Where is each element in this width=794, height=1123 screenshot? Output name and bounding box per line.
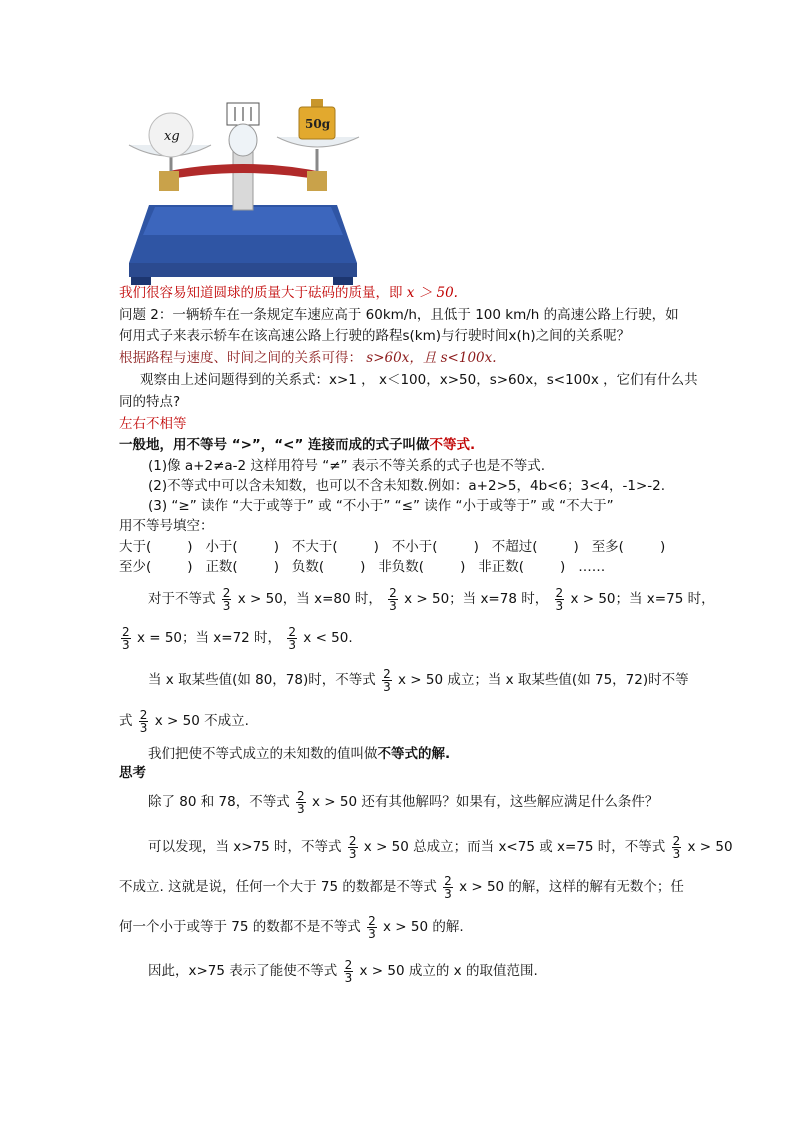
fraction: $\frac{2}{3}$ (672, 833, 681, 861)
think-line-4: 何一个小于或等于 75 的数都不是不等式 $\frac{2}{3}$ x > 50 的解. (119, 913, 464, 941)
example-line-2: $\frac{2}{3}$ x = 50；当 x=72 时， $\frac{2}{3}$ x < 50. (122, 624, 353, 652)
fraction: $\frac{2}{3}$ (122, 624, 130, 652)
line-1: 我们很容易知道圆球的质量大于砝码的质量，即 x ＞ 50. (119, 285, 458, 301)
fraction: $\frac{2}{3}$ (389, 585, 397, 613)
weight-handle (311, 99, 323, 107)
fill-row-1: 大于( ) 小于( ) 不大于( ) 不小于( ) 不超过( ) 至多( ) (119, 539, 666, 555)
definition-line: 一般地，用不等号 “>”，“<” 连接而成的式子叫做不等式. (119, 437, 476, 453)
fraction: $\frac{2}{3}$ (222, 585, 231, 613)
scale-base-highlight (143, 207, 343, 235)
fraction: $\frac{2}{3}$ (368, 913, 376, 941)
example-line-3: 当 x 取某些值(如 80，78)时，不等式 $\frac{2}{3}$ x > 50 成立；当 x 取某些值(如 75，72)时不等 (148, 666, 689, 694)
fraction: $\frac{2}{3}$ (555, 585, 564, 613)
fraction: $\frac{2}{3}$ (348, 833, 357, 861)
scale-glass-dome (229, 124, 257, 156)
balance-scale-figure (119, 95, 367, 285)
scale-base-bottom (129, 263, 357, 277)
fill-row-2: 至少( ) 正数( ) 负数( ) 非负数( ) 非正数( ) …… (119, 559, 606, 575)
conclusion-line: 因此，x>75 表示了能使不等式 $\frac{2}{3}$ x > 50 成立的 x 的取值范围. (148, 957, 538, 985)
note-2: (2)不等式中可以含未知数，也可以不含未知数.例如：a+2>5，4b<6；3<4，-1>-2. (148, 478, 666, 494)
think-line-2: 可以发现，当 x>75 时，不等式 $\frac{2}{3}$ x > 50 总成立；而当 x<75 或 x=75 时，不等式 $\frac{2}{3}$ x > 50 (148, 833, 733, 861)
fraction: $\frac{2}{3}$ (297, 788, 305, 816)
line-2: 问题 2：一辆轿车在一条规定车速应高于 60km/h，且低于 100 km/h 的高速公路上行驶，如 (119, 307, 679, 323)
scale-pillar (233, 150, 253, 210)
line-7: 左右不相等 (119, 416, 187, 432)
solution-definition: 我们把使不等式成立的未知数的值叫做不等式的解. (148, 746, 451, 762)
example-line-4: 式 $\frac{2}{3}$ x > 50 不成立. (119, 707, 249, 735)
line-3: 何用式子来表示轿车在该高速公路上行驶的路程s(km)与行驶时间x(h)之间的关系呢？ (119, 328, 631, 344)
fraction: $\frac{2}{3}$ (444, 873, 452, 901)
fraction: $\frac{2}{3}$ (288, 624, 296, 652)
line-6: 同的特点? (119, 394, 181, 410)
line-4: 根据路程与速度、时间之间的关系可得： s>60x，且 s<100x. (119, 350, 497, 366)
fraction: $\frac{2}{3}$ (139, 707, 148, 735)
fraction: $\frac{2}{3}$ (344, 957, 353, 985)
line-5: 观察由上述问题得到的关系式：x>1 ， x＜100，x>50，s>60x，s<100x ，它们有什么共 (140, 372, 698, 388)
weight-label: 50g (305, 117, 331, 131)
note-1: (1)像 a+2≠a-2 这样用符号 “≠” 表示不等关系的式子也是不等式. (148, 458, 546, 474)
think-heading: 思考 (119, 765, 146, 781)
think-line-1: 除了 80 和 78，不等式 $\frac{2}{3}$ x > 50 还有其他解吗？如果有，这些解应满足什么条件？ (148, 788, 659, 816)
example-line-1: 对于不等式 $\frac{2}{3}$ x > 50，当 x=80 时， $\frac{2}{3}$ x > 50；当 x=78 时， $\frac{2}{3}$ x > 50；当 x=75 时， (148, 585, 715, 613)
fraction: $\frac{2}{3}$ (383, 666, 391, 694)
ball-label: xg (164, 129, 180, 144)
note-3: (3) “≥” 读作 “大于或等于” 或 “不小于” “≤” 读作 “小于或等于” 或 “不大于” (148, 498, 614, 514)
think-line-3: 不成立. 这就是说，任何一个大于 75 的数都是不等式 $\frac{2}{3}$ x > 50 的解，这样的解有无数个；任 (119, 873, 684, 901)
fill-instruction: 用不等号填空： (119, 518, 214, 534)
